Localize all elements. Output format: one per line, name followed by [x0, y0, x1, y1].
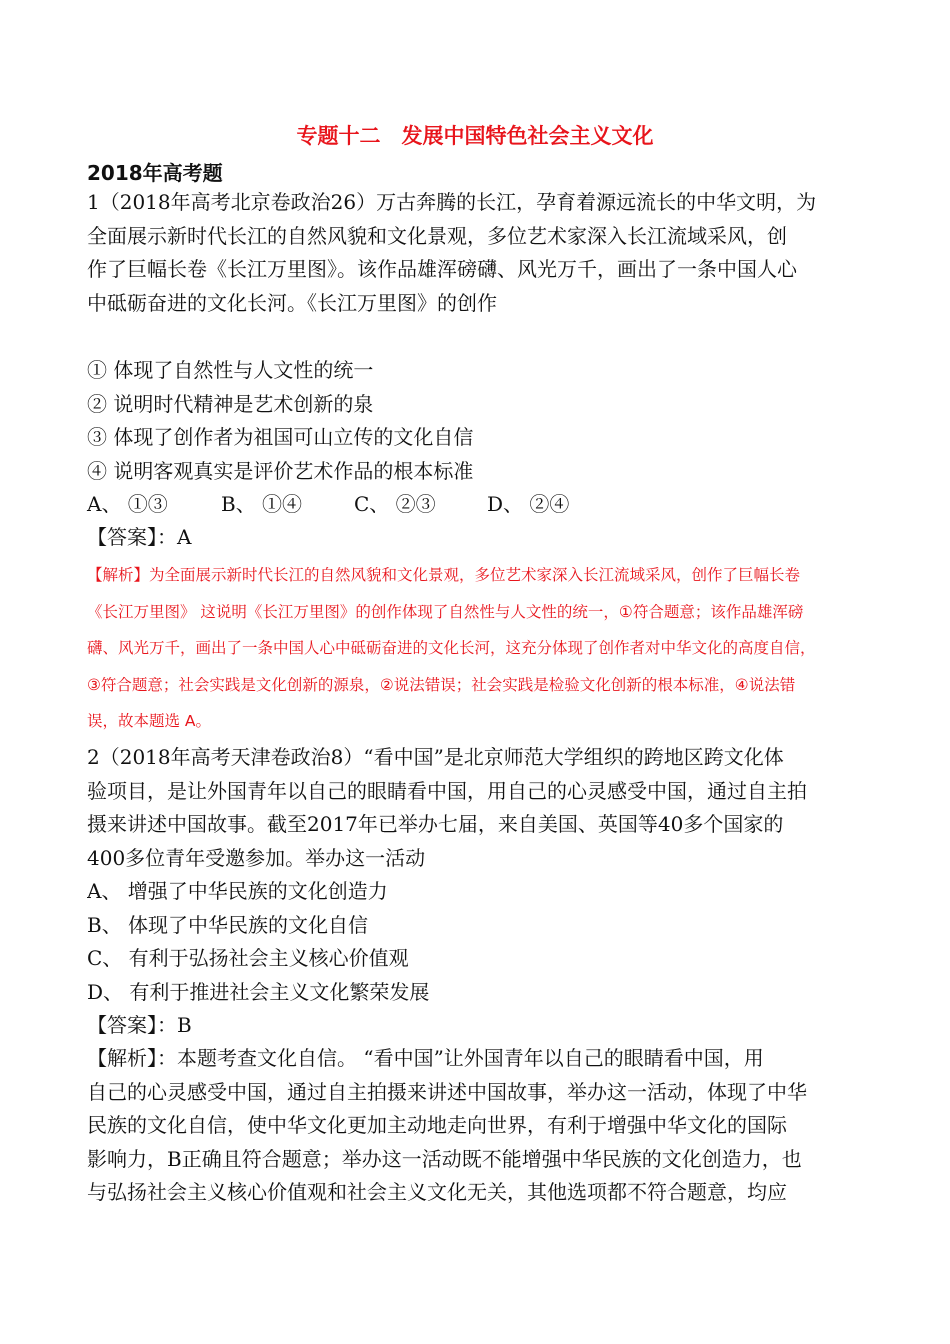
option-b: B、 体现了中华民族的文化自信: [87, 912, 369, 937]
option-c: C、 有利于弘扬社会主义核心价值观: [87, 946, 409, 970]
question-1-stem-line: 全面展示新时代长江的自然风貌和文化景观，多位艺术家深入长江流域采风，创: [87, 223, 787, 248]
analysis-line: 民族的文化自信，使中华文化更加主动地走向世界，有利于增强中华文化的国际: [87, 1113, 787, 1137]
statement-item: ④ 说明客观真实是评价艺术作品的根本标准: [87, 458, 474, 483]
question-2-stem-line: 400多位青年受邀参加。举办这一活动: [87, 845, 426, 870]
question-2-stem-line: 摄来讲述中国故事。截至2017年已举办七届，来自美国、英国等40多个国家的: [87, 812, 784, 836]
option-c: C、 ②③: [354, 492, 436, 516]
analysis-line: 《长江万里图》 这说明《长江万里图》的创作体现了自然性与人文性的统一，①符合题意；该作品雄浑磅: [87, 602, 804, 621]
question-1-stem-line: 作了巨幅长卷《长江万里图》。该作品雄浑磅礴、风光万千，画出了一条中国人心: [87, 257, 797, 281]
question-1-statements: [87, 354, 867, 488]
option-b: B、 ①④: [221, 492, 303, 516]
question-1-answer: [87, 521, 867, 555]
question-2-options: [87, 875, 867, 1009]
question-2-answer: [87, 1009, 867, 1043]
analysis-line: 自己的心灵感受中国，通过自主拍摄来讲述中国故事，举办这一活动，体现了中华: [87, 1079, 807, 1104]
option-a: A、 ①③: [87, 492, 168, 516]
option-d: D、 ②④: [487, 492, 570, 516]
question-2-stem-line: 2（2018年高考天津卷政治8）“看中国”是北京师范大学组织的跨地区跨文化体: [87, 745, 784, 769]
analysis-line: 影响力，B正确且符合题意；举办这一活动既不能增强中华民族的文化创造力，也: [87, 1146, 802, 1171]
question-1-stem-line: 1（2018年高考北京卷政治26）万古奔腾的长江，孕育着源远流长的中华文明，为: [87, 190, 817, 214]
question-2-analysis: [87, 1042, 867, 1210]
analysis-line: 【解析】：本题考查文化自信。 “看中国”让外国青年以自己的眼睛看中国，用: [87, 1046, 764, 1070]
question-2-stem-line: 验项目，是让外国青年以自己的眼睛看中国，用自己的心灵感受中国，通过自主拍: [87, 778, 807, 803]
question-1-analysis: [87, 557, 877, 740]
analysis-line: 【解析】为全面展示新时代长江的自然风貌和文化景观，多位艺术家深入长江流域采风，创作了巨幅长卷: [87, 566, 801, 584]
statement-item: ① 体现了自然性与人文性的统一: [87, 358, 374, 382]
answer-line: 【答案】：B: [87, 1013, 192, 1037]
statement-item: ③ 体现了创作者为祖国可山立传的文化自信: [87, 425, 474, 449]
question-1-options: [87, 488, 569, 517]
answer-line: 【答案】：A: [87, 525, 192, 549]
analysis-line: ③符合题意；社会实践是文化创新的源泉，②说法错误；社会实践是检验文化创新的根本标准，④说法错: [87, 675, 796, 694]
analysis-line: 误，故本题选 A。: [87, 712, 212, 731]
analysis-line: 礴、风光万千，画出了一条中国人心中砥砺奋进的文化长河，这充分体现了创作者对中华文化的高度自信，: [87, 639, 816, 658]
page-title: 专题十二 发展中国特色社会主义文化: [296, 124, 654, 148]
question-1-stem-line: 中砥砺奋进的文化长河。《长江万里图》的创作: [87, 290, 497, 315]
section-heading: 2018年高考题: [87, 161, 223, 185]
analysis-line: 与弘扬社会主义核心价值观和社会主义文化无关，其他选项都不符合题意，均应: [87, 1180, 787, 1204]
question-2-stem: [87, 741, 867, 875]
question-1-stem: [87, 186, 867, 320]
option-a: A、 增强了中华民族的文化创造力: [87, 879, 388, 903]
statement-item: ② 说明时代精神是艺术创新的泉: [87, 391, 374, 416]
option-d: D、 有利于推进社会主义文化繁荣发展: [87, 979, 430, 1004]
